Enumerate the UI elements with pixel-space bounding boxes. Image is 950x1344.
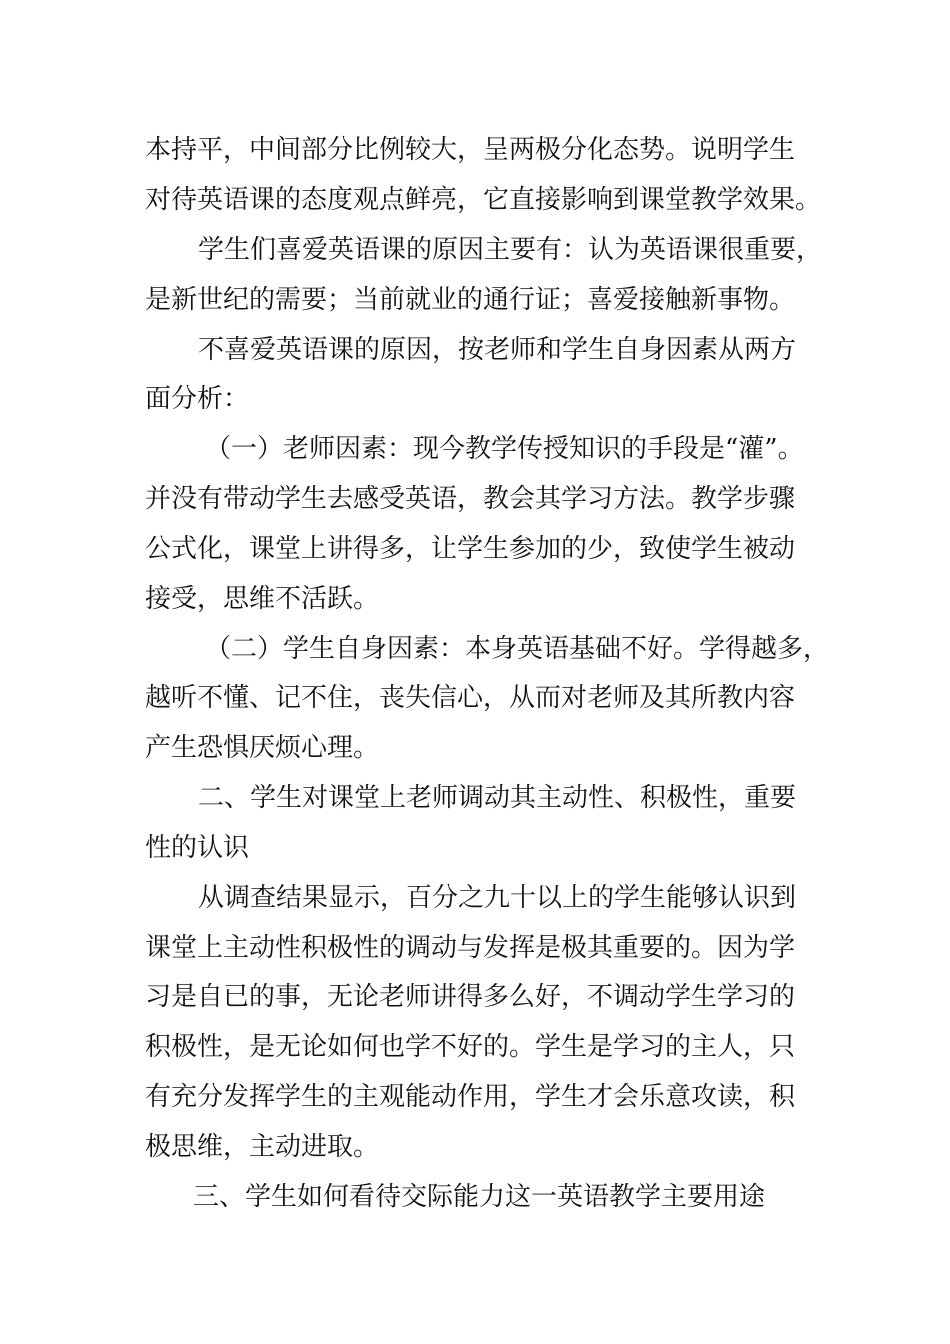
text-line: 越听不懂、记不住，丧失信心，从而对老师及其所教内容	[145, 683, 796, 713]
text-line: 本持平，中间部分比例较大，呈两极分化态势。说明学生	[145, 135, 796, 165]
text-line: （二）学生自身因素：本身英语基础不好。学得越多，	[205, 634, 830, 664]
text-line: 习是自已的事，无论老师讲得多么好，不调动学生学习的	[145, 982, 796, 1012]
text-line: 性的认识	[145, 833, 250, 863]
text-line: 对待英语课的态度观点鲜亮，它直接影响到课堂教学效果。	[145, 185, 822, 215]
text-line: 并没有带动学生去感受英语，教会其学习方法。教学步骤	[145, 484, 796, 514]
text-line: 三、学生如何看待交际能力这一英语教学主要用途	[193, 1182, 766, 1212]
text-line: 不喜爱英语课的原因，按老师和学生自身因素从两方	[198, 335, 797, 365]
text-line: 公式化，课堂上讲得多，让学生参加的少，致使学生被动	[145, 534, 796, 564]
text-line: 学生们喜爱英语课的原因主要有：认为英语课很重要，	[198, 235, 823, 265]
text-line: 是新世纪的需要；当前就业的通行证；喜爱接触新事物。	[145, 285, 796, 315]
text-line: （一）老师因素：现今教学传授知识的手段是“灌”。	[205, 434, 804, 464]
text-line: 极思维，主动进取。	[145, 1132, 380, 1162]
text-line: 二、学生对课堂上老师调动其主动性、积极性，重要	[198, 783, 797, 813]
text-line: 接受，思维不活跃。	[145, 584, 380, 614]
text-line: 产生恐惧厌烦心理。	[145, 733, 380, 763]
text-line: 积极性，是无论如何也学不好的。学生是学习的主人，只	[145, 1032, 796, 1062]
text-line: 从调查结果显示，百分之九十以上的学生能够认识到	[198, 883, 797, 913]
text-line: 有充分发挥学生的主观能动作用，学生才会乐意攻读，积	[145, 1082, 796, 1112]
text-line: 面分析：	[145, 384, 250, 414]
text-line: 课堂上主动性积极性的调动与发挥是极其重要的。因为学	[145, 933, 796, 963]
